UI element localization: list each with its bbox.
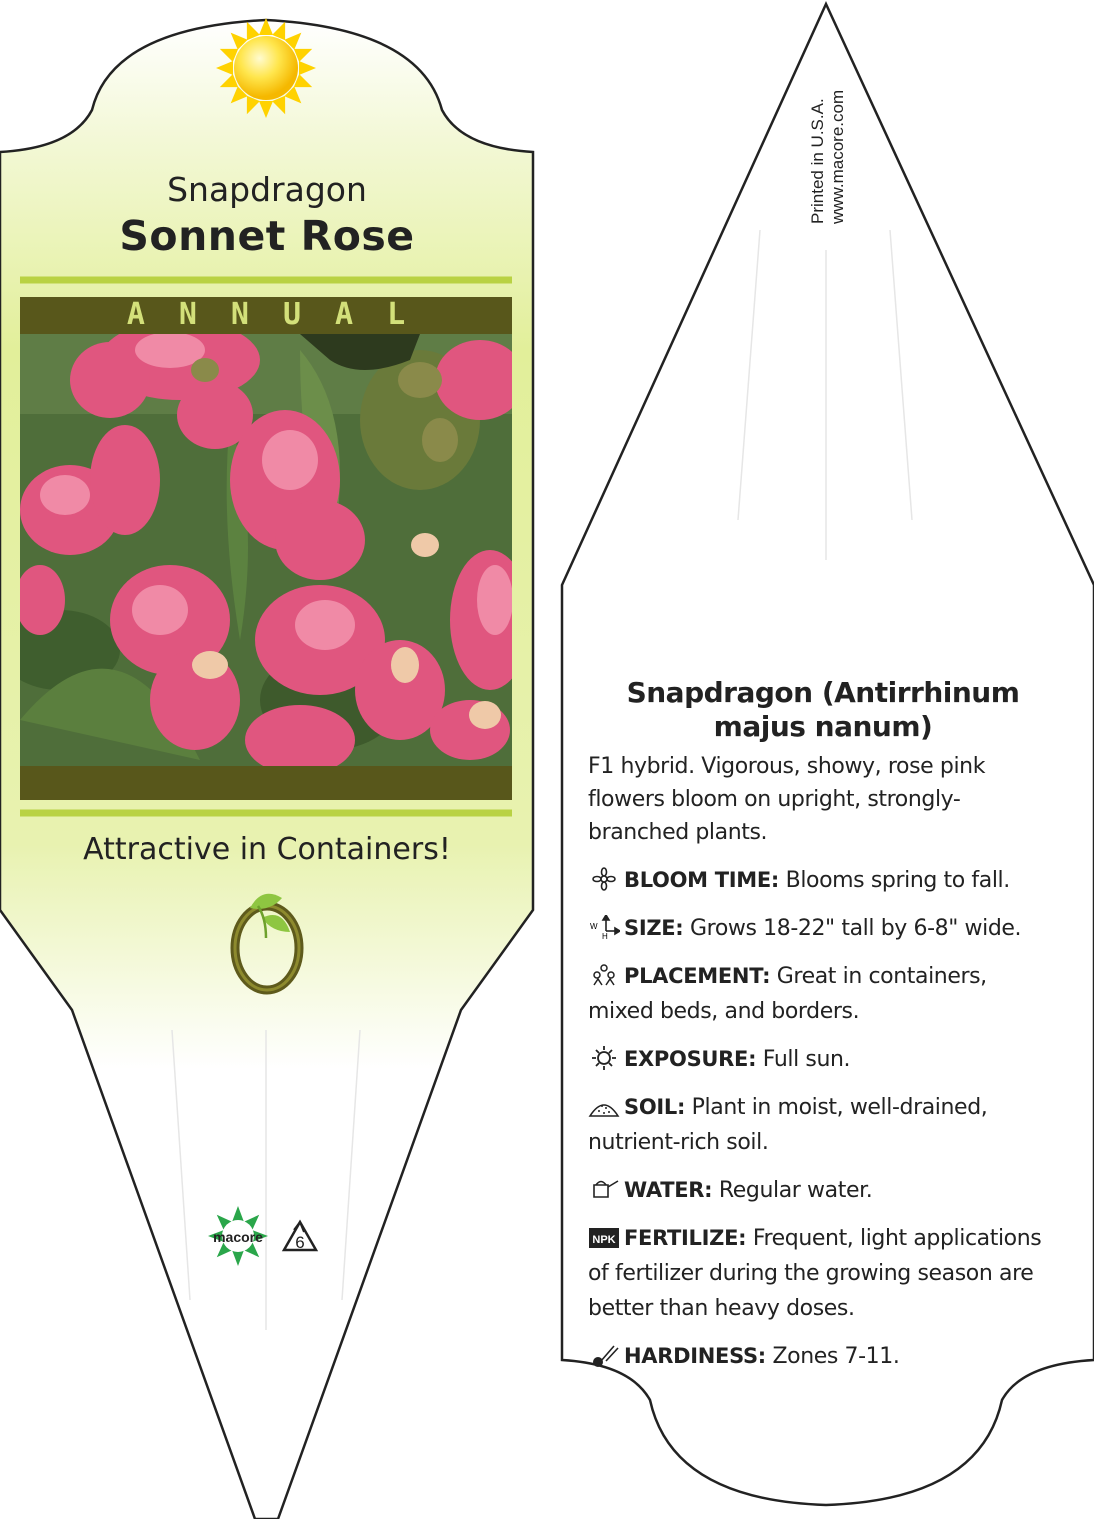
care-value: Plant in moist, well-drained, nutrient-rich soil. xyxy=(588,1095,988,1155)
care-item-bloom-time xyxy=(588,862,1058,897)
tagline: Attractive in Containers! xyxy=(83,832,451,867)
svg-text:H: H xyxy=(602,932,608,939)
svg-text:6: 6 xyxy=(295,1233,305,1252)
common-name: Snapdragon xyxy=(167,170,367,209)
care-value: Great in containers, mixed beds, and borders. xyxy=(588,964,987,1024)
svg-text:macore: macore xyxy=(213,1229,263,1245)
variety-name: Sonnet Rose xyxy=(119,212,415,260)
macore-logo xyxy=(208,1206,268,1266)
care-label: SIZE: xyxy=(624,916,684,940)
size-arrows-icon xyxy=(588,914,620,938)
care-item-size xyxy=(588,910,1058,945)
soil-pile-icon xyxy=(588,1093,620,1117)
care-item-soil xyxy=(588,1089,1058,1159)
care-item-fertilize xyxy=(588,1220,1058,1325)
care-value: Blooms spring to fall. xyxy=(779,868,1010,893)
care-value: Full sun. xyxy=(756,1047,851,1072)
placement-plants-icon xyxy=(588,962,620,986)
care-value: Frequent, light applications of fertilizer during the growing season are better than heavy doses. xyxy=(588,1226,1042,1321)
care-value: Grows 18-22" tall by 6-8" wide. xyxy=(683,916,1022,941)
npk-fertilizer-icon xyxy=(588,1224,620,1248)
printed-in-usa: Printed in U.S.A. www.macore.com xyxy=(808,89,847,224)
svg-text:NPK: NPK xyxy=(592,1234,616,1246)
care-value: Zones 7-11. xyxy=(765,1344,900,1369)
care-value: Regular water. xyxy=(712,1178,873,1203)
care-label: EXPOSURE: xyxy=(624,1047,757,1071)
pink-snapdragon-flowers-photo xyxy=(0,320,530,775)
svg-text:W: W xyxy=(590,922,598,931)
care-item-exposure xyxy=(588,1041,1058,1076)
care-label: HARDINESS: xyxy=(624,1344,766,1368)
watering-can-icon xyxy=(588,1176,620,1200)
care-item-water xyxy=(588,1172,1058,1207)
care-label: SOIL: xyxy=(624,1095,686,1119)
care-label: BLOOM TIME: xyxy=(624,868,780,892)
full-sun-icon xyxy=(216,18,316,118)
care-label: PLACEMENT: xyxy=(624,964,771,988)
care-label: WATER: xyxy=(624,1178,713,1202)
plant-description: F1 hybrid. Vigorous, showy, rose pink flowers bloom on upright, strongly-branched plants. xyxy=(588,754,986,845)
plant-heading: Snapdragon (Antirrhinum majus nanum) xyxy=(626,676,1020,743)
thermometer-icon xyxy=(588,1342,620,1366)
care-item-placement xyxy=(588,958,1058,1028)
care-item-hardiness xyxy=(588,1338,1058,1373)
bloom-flower-icon xyxy=(588,866,620,890)
sun-outline-icon xyxy=(588,1045,620,1069)
category-label: ANNUAL xyxy=(126,297,440,332)
care-instructions xyxy=(588,676,1058,1373)
care-label: FERTILIZE: xyxy=(624,1226,747,1250)
